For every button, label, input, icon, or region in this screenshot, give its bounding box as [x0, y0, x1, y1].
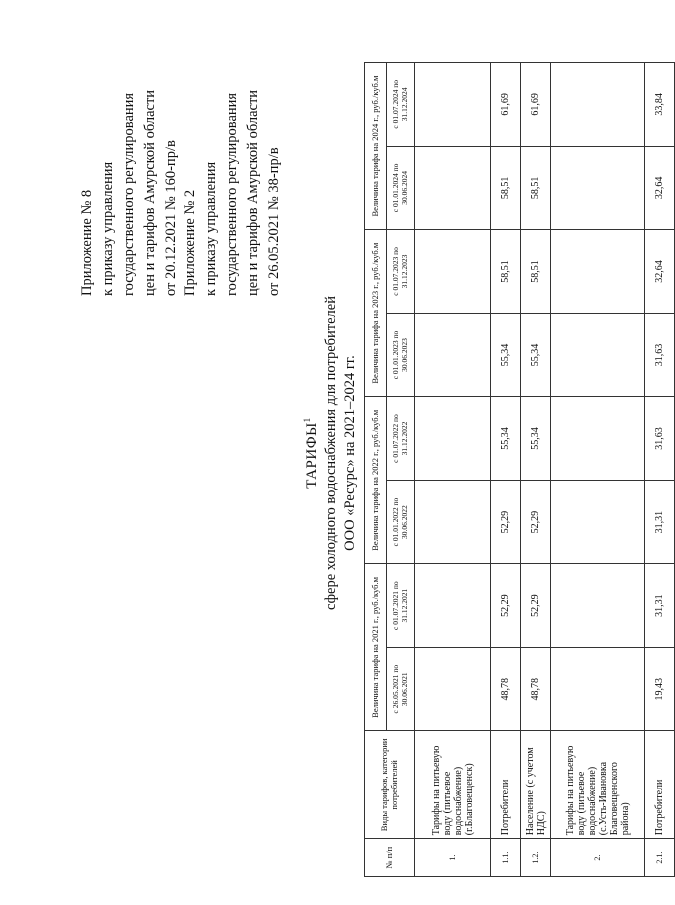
- table-cell: [415, 397, 491, 481]
- col-header-2022: Величина тарифа на 2022 г., руб./куб.м: [365, 397, 387, 564]
- table-row: [415, 63, 491, 877]
- period-header: с 01.01.2023 по 30.06.2023: [387, 313, 415, 397]
- row-name: Потребители: [491, 731, 521, 839]
- table-cell: 31,63: [645, 397, 675, 481]
- appendix-2-line: к приказу управления: [203, 161, 219, 296]
- table-cell: 55,34: [521, 397, 551, 481]
- appendix-8-line: цен и тарифов Амурской области: [142, 89, 158, 296]
- period-header: с 01.07.2024 по 31.12.2024: [387, 63, 415, 147]
- tariff-title-block: [298, 288, 360, 618]
- col-header-2021: Величина тарифа на 2021 г., руб./куб.м: [365, 564, 387, 731]
- table-cell: 61,69: [521, 63, 551, 147]
- table-row: [645, 63, 675, 877]
- table-cell: [551, 480, 645, 564]
- tariff-subtitle-line1: сфере холодного водоснабжения для потребителей: [323, 296, 339, 610]
- row-number: 1.2.: [521, 839, 551, 877]
- table-cell: [415, 647, 491, 731]
- row-name: Население (с учетом НДС): [521, 731, 551, 839]
- row-name: Потребители: [645, 731, 675, 839]
- table-cell: [415, 146, 491, 230]
- period-header: с 01.01.2022 по 30.06.2022: [387, 480, 415, 564]
- tariff-table-wrapper: [364, 62, 665, 877]
- row-number: 1.1.: [491, 839, 521, 877]
- table-cell: 58,51: [491, 146, 521, 230]
- appendix-2-line: цен и тарифов Амурской области: [245, 89, 261, 296]
- table-cell: 48,78: [521, 647, 551, 731]
- period-header: с 01.07.2022 по 31.12.2022: [387, 397, 415, 481]
- table-row: [521, 63, 551, 877]
- table-cell: 58,51: [521, 146, 551, 230]
- table-cell: 52,29: [491, 564, 521, 648]
- tariff-title: ТАРИФЫ: [304, 422, 320, 489]
- table-cell: 55,34: [491, 313, 521, 397]
- appendix-2-line: государственного регулирования: [224, 92, 240, 296]
- appendix-8-block: [77, 90, 182, 296]
- appendix-8-line: государственного регулирования: [121, 92, 137, 296]
- row-number: 2.: [551, 839, 645, 877]
- table-cell: 48,78: [491, 647, 521, 731]
- table-cell: [551, 397, 645, 481]
- table-row: [491, 63, 521, 877]
- appendix-2-title: Приложение № 2: [182, 189, 198, 296]
- appendix-8-line: от 20.12.2021 № 160-пр/в: [163, 140, 179, 296]
- table-cell: 58,51: [521, 230, 551, 314]
- table-cell: 58,51: [491, 230, 521, 314]
- table-cell: [415, 230, 491, 314]
- appendix-2-line: от 26.05.2021 № 38-пр/в: [266, 147, 282, 296]
- table-cell: 32,64: [645, 230, 675, 314]
- period-header: с 01.07.2021 по 31.12.2021: [387, 564, 415, 648]
- table-cell: 61,69: [491, 63, 521, 147]
- appendix-8-line: к приказу управления: [100, 161, 116, 296]
- col-header-2024: Величина тарифа на 2024 г., руб./куб.м: [365, 63, 387, 230]
- table-cell: [551, 313, 645, 397]
- col-header-2023: Величина тарифа на 2023 г., руб./куб.м: [365, 230, 387, 397]
- appendix-2-block: [180, 90, 285, 296]
- row-name: Тарифы на питьевую воду (питьевое водоснабжение) (г.Благовещенск): [415, 731, 491, 839]
- period-header: с 01.01.2024 по 30.06.2024: [387, 146, 415, 230]
- table-cell: 31,63: [645, 313, 675, 397]
- col-header-no: № п/п: [365, 839, 415, 877]
- row-number: 1.: [415, 839, 491, 877]
- table-cell: 52,29: [491, 480, 521, 564]
- table-cell: [551, 146, 645, 230]
- tariff-subtitle-line2: ООО «Ресурс» на 2021–2024 гг.: [342, 355, 358, 551]
- table-cell: 55,34: [491, 397, 521, 481]
- footnote-mark: 1: [302, 417, 312, 423]
- table-cell: 19,43: [645, 647, 675, 731]
- table-cell: [551, 564, 645, 648]
- row-name: Тарифы на питьевую воду (питьевое водоснабжение) (с.Усть-Ивановка Благовещенского района): [551, 731, 645, 839]
- table-cell: 31,31: [645, 480, 675, 564]
- table-cell: [551, 647, 645, 731]
- table-cell: 32,64: [645, 146, 675, 230]
- table-cell: 31,31: [645, 564, 675, 648]
- table-cell: [551, 63, 645, 147]
- period-header: с 01.07.2023 по 31.12.2023: [387, 230, 415, 314]
- col-header-type: Виды тарифов, категории потребителей: [365, 731, 415, 839]
- tariff-table: [364, 62, 675, 877]
- table-cell: 52,29: [521, 480, 551, 564]
- table-cell: [415, 480, 491, 564]
- row-number: 2.1.: [645, 839, 675, 877]
- table-cell: [551, 230, 645, 314]
- table-cell: [415, 564, 491, 648]
- table-cell: 55,34: [521, 313, 551, 397]
- table-cell: [415, 63, 491, 147]
- table-cell: 33,84: [645, 63, 675, 147]
- table-cell: 52,29: [521, 564, 551, 648]
- appendix-8-title: Приложение № 8: [79, 189, 95, 296]
- table-row: [551, 63, 645, 877]
- period-header: с 26.05.2021 по 30.06.2021: [387, 647, 415, 731]
- table-cell: [415, 313, 491, 397]
